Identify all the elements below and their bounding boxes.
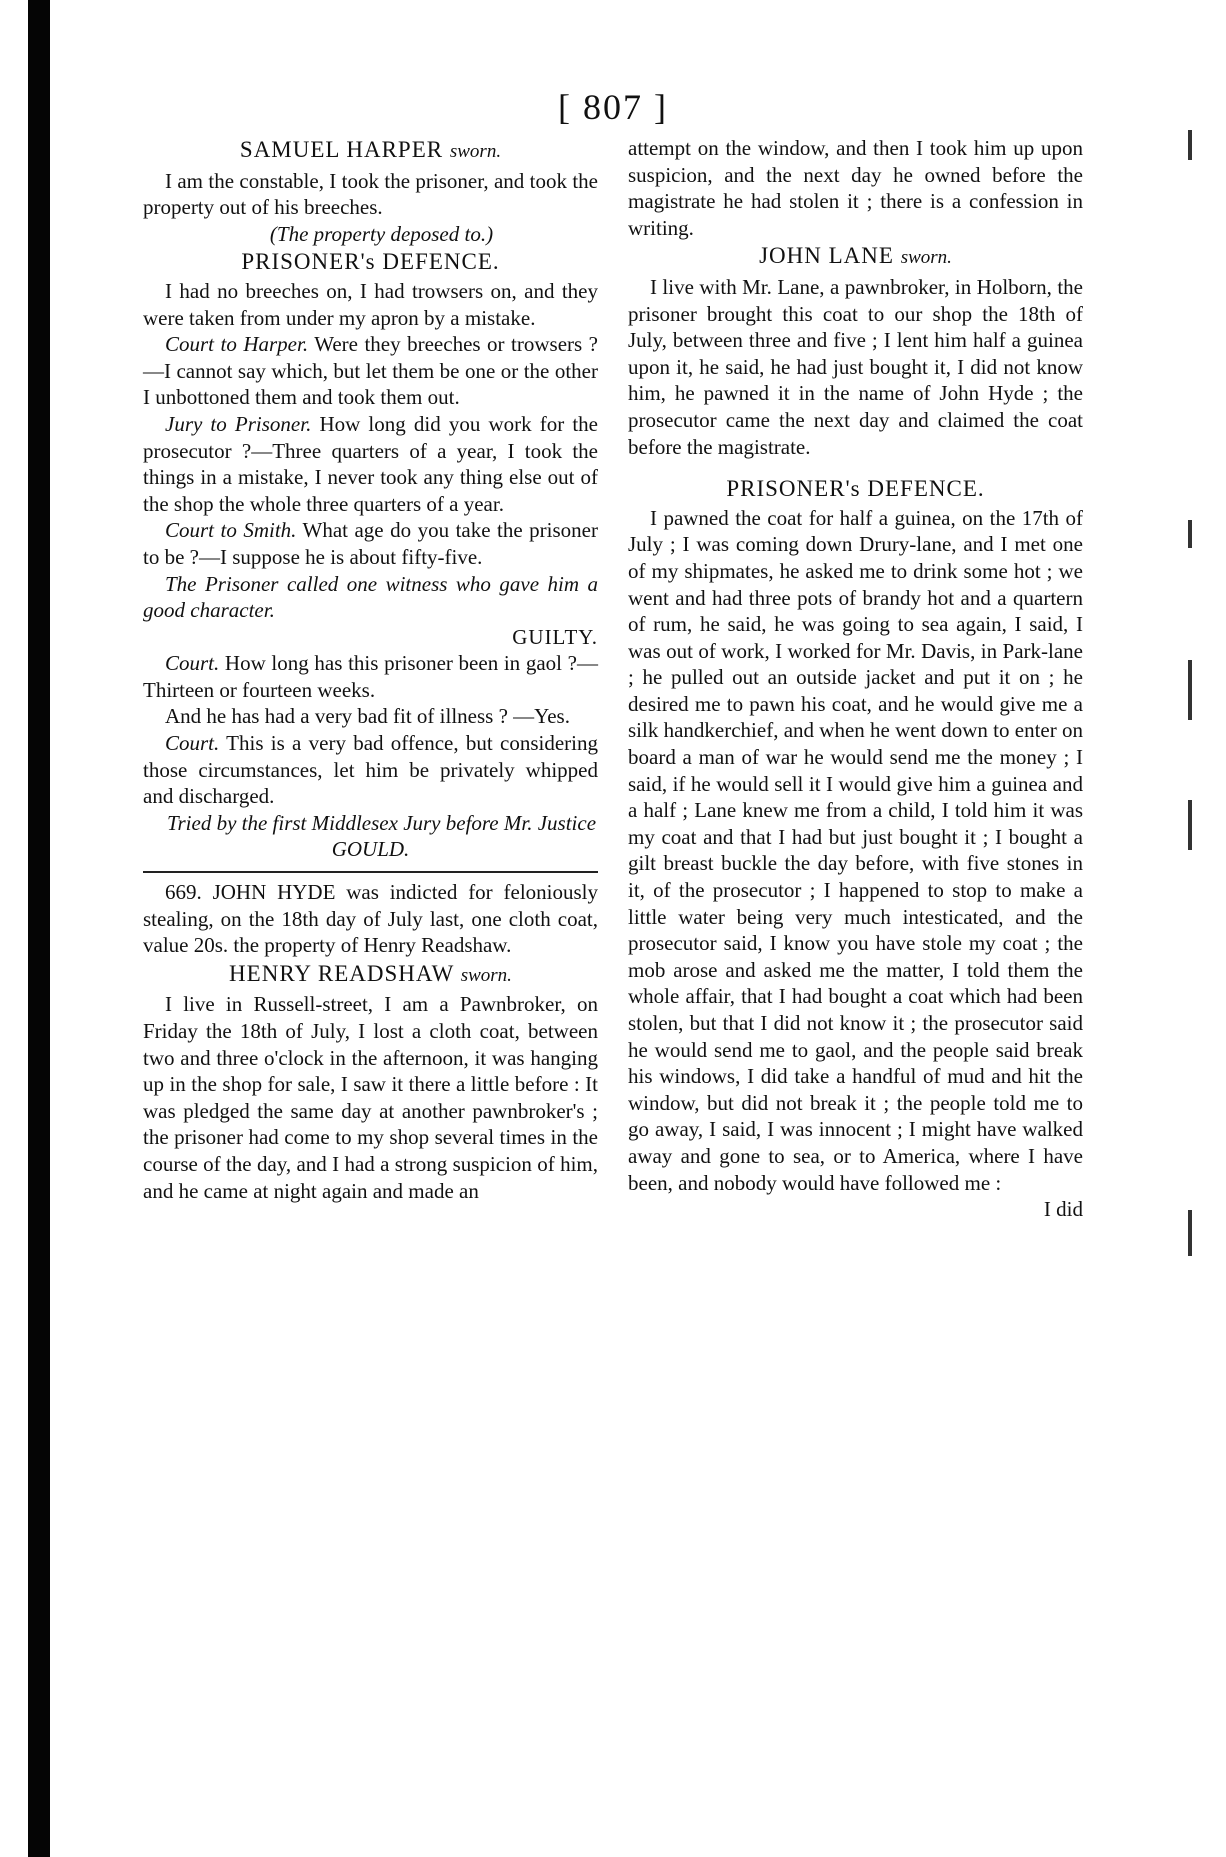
paragraph (143, 411, 598, 517)
catchword: I did (1043, 1197, 1083, 1222)
paragraph: attempt on the window, and then I took him up upon suspicion, and the next day he owned before the magistrate he had stolen it ; there is a confession in writing. (628, 136, 1083, 240)
paragraph (143, 331, 598, 411)
paragraph: I had no breeches on, I had trowsers on, and they were taken from under my apron by a mistake. (143, 278, 598, 330)
section-heading (628, 243, 1083, 272)
paragraph: I am the constable, I took the prisoner, and took the property out of his breeches. (143, 168, 598, 220)
speaker-lead: Court. (165, 651, 220, 676)
heading-sworn: sworn. (449, 141, 502, 162)
speaker-lead: Jury to Prisoner. (165, 411, 312, 436)
spacer (628, 460, 1083, 474)
heading-name: PRISONER's DEFENCE. (726, 476, 985, 502)
section-heading (143, 137, 598, 166)
paragraph-text: How long has this prisoner been in gaol ?—Thirteen or fourteen weeks. (143, 651, 598, 702)
paragraph-text: How long did you work for the prosecutor ?—Three quarters of a year, I took the things in a mistake, I never took any thing else out of the shop the whole three quarters of a year. (143, 411, 598, 516)
heading-name: PRISONER's DEFENCE. (241, 249, 500, 275)
left-column (143, 135, 598, 1204)
heading-name: HENRY READSHAW (229, 960, 454, 986)
heading-name: SAMUEL HARPER (239, 137, 444, 162)
section-divider (143, 871, 598, 873)
paragraph-text: Were they breeches or trowsers ?—I cannot say which, but let them be one or the other I unbottoned them and took them out. (143, 332, 598, 410)
heading-sworn: sworn. (900, 247, 952, 269)
italic-paragraph: The Prisoner called one witness who gave him a good character. (143, 571, 598, 623)
heading-sworn: sworn. (460, 964, 512, 986)
italic-note: Tried by the first Middlesex Jury before Mr. Justice GOULD. (166, 810, 597, 862)
scan-edge-marks (1174, 100, 1214, 1400)
paragraph: I live in Russell-street, I am a Pawnbroker, on Friday the 18th of July, I lost a cloth coat, between two and three o'clock in the afternoon, it was hanging up in the shop for sale, I saw it there a little before : It was pledged the same day at another pawnbroker's ; the prisoner had come to my shop several times in the course of the day, and I had a strong suspicion of him, and he came at night again and made an (143, 992, 598, 1203)
paragraph (143, 730, 598, 810)
section-heading (628, 476, 1083, 503)
right-column (628, 135, 1083, 1223)
paragraph (143, 650, 598, 703)
paragraph: I live with Mr. Lane, a pawnbroker, in Holborn, the prisoner brought this coat to our shop the 18th of July, between three and five ; I lent him half a guinea upon it, he said, he had just bought it, I did not know him, he pawned it in the name of John Hyde ; the prosecutor came the next day and claimed the coat before the magistrate. (628, 274, 1083, 459)
heading-name: JOHN LANE (759, 243, 894, 269)
speaker-lead: Court to Smith. (165, 518, 297, 543)
italic-note: (The property deposed to.) (269, 221, 494, 246)
paragraph: I pawned the coat for half a guinea, on the 17th of July ; I was coming down Drury-lane, and I met one of my shipmates, he asked me to drink some hot ; we went and had three pots of brandy hot and a quartern of rum, he said, he was going to sea again, I said, I was out of work, I worked for Mr. Davis, in Park-lane ; he pulled out an outside jacket and put it on ; he desired me to pawn his coat, and he would give me a silk handkerchief, and when he went down to enter on board a man of war he would send me the money ; I said, if he would sell it I would give him a guinea and a half ; Lane knew me from a child, I told him it was my coat and that I had but just bought it ; I bought a gilt breast buckle the day before, with five stones in it, of the prosecutor ; I happened to stop to make a little water being very much intesticated, and the prosecutor said, I know you have stole my coat ; the mob arose and asked me the matter, I told them the whole affair, that I had bought a coat which had been stolen, but that I did not know it ; the prosecutor said he would send me to gaol, and the people said break his windows, I did take a handful of mud and hit the window, but did not break it ; the people told me to go away, I said, I was innocent ; I might have walked away and gone to sea, or to America, where I have been, and nobody would have followed me : (628, 505, 1083, 1195)
speaker-lead: Court to Harper. (165, 332, 309, 357)
scan-edge-bar (28, 0, 50, 1857)
section-heading (143, 249, 598, 276)
paragraph-text: This is a very bad offence, but considering those circumstances, let him be privately whipped and discharged. (143, 731, 598, 809)
paragraph-text: What age do you take the prisoner to be ?—I suppose he is about fifty-five. (143, 518, 598, 569)
paragraph: And he has had a very bad fit of illness ? —Yes. (165, 704, 570, 729)
paragraph: 669. JOHN HYDE was indicted for feloniously stealing, on the 18th day of July last, one cloth coat, value 20s. the property of Henry Readshaw. (143, 880, 598, 958)
page-number: [ 807 ] (558, 87, 668, 127)
paragraph (143, 517, 598, 570)
section-heading (143, 961, 598, 990)
speaker-lead: Court. (165, 731, 220, 756)
verdict: GUILTY. (512, 624, 598, 649)
